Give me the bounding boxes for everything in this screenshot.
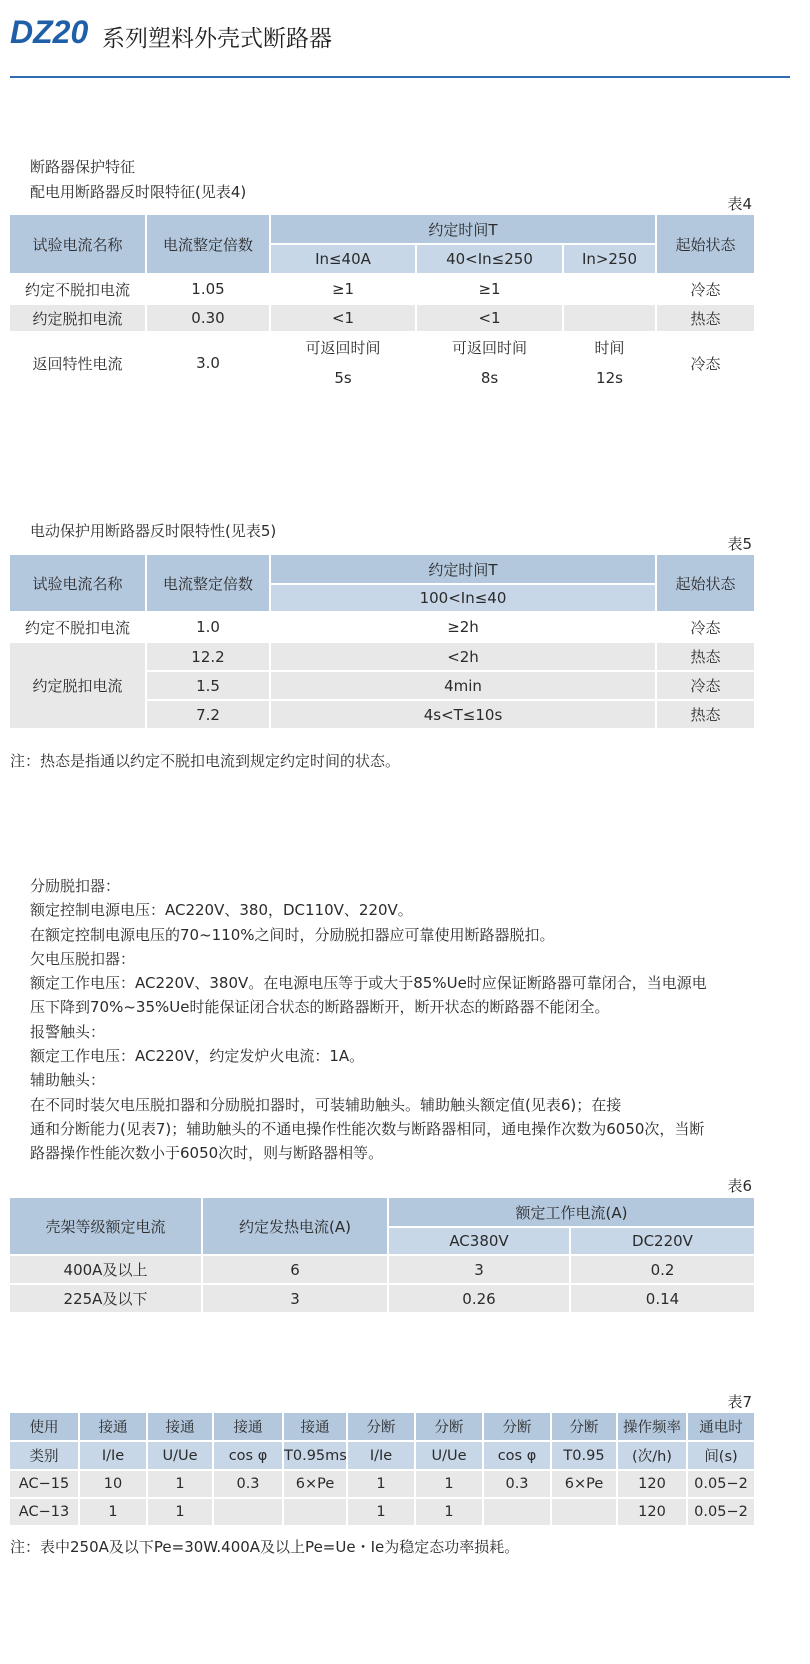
table-cell: ≥1 xyxy=(416,274,563,304)
table-cell: 0.3 xyxy=(213,1470,283,1498)
table-cell: 6 xyxy=(202,1255,388,1284)
paragraph-line: 分励脱扣器： xyxy=(30,877,121,895)
paragraph-line: 欠电压脱扣器： xyxy=(30,949,136,968)
table7-header: 分断 xyxy=(415,1412,483,1441)
table6-label: 表6 xyxy=(727,1177,752,1195)
table-cell: 冷态 xyxy=(656,274,755,304)
table-cell: 120 xyxy=(617,1498,687,1526)
paragraph-line: 额定控制电源电压：AC220V、380，DC110V、220V。 xyxy=(30,901,413,920)
paragraph-line: 报警触头： xyxy=(30,1022,106,1041)
paragraph-line: 辅助触头： xyxy=(30,1071,106,1090)
paragraph-line: 额定工作电压：AC220V、380V。在电源电压等于或大于85%Ue时应保证断路器可靠闭合，当电源电 xyxy=(30,974,707,993)
table6-header-current: 额定工作电流(A) xyxy=(388,1197,755,1227)
table7 xyxy=(8,1411,756,1527)
table5-header-time: 约定时间T xyxy=(270,554,656,584)
table-row xyxy=(9,642,755,671)
table7-header: 间(s) xyxy=(687,1441,755,1470)
table-cell: <2h xyxy=(270,642,656,671)
table4-header-mult: 电流整定倍数 xyxy=(146,214,270,274)
table-cell: 约定脱扣电流 xyxy=(9,642,146,729)
table-cell: 10 xyxy=(79,1470,147,1498)
table7-header: (次/h) xyxy=(617,1441,687,1470)
table-cell: 4s<T≤10s xyxy=(270,700,656,729)
table-cell: 1 xyxy=(79,1498,147,1526)
table-cell: 6×Pe xyxy=(283,1470,347,1498)
table-cell: 约定脱扣电流 xyxy=(9,304,146,332)
table7-header: T0.95ms xyxy=(283,1441,347,1470)
table4-header-name: 试验电流名称 xyxy=(9,214,146,274)
table-row xyxy=(9,332,755,394)
table-row xyxy=(9,1284,755,1313)
table-cell: 1 xyxy=(415,1470,483,1498)
table4-header-time: 约定时间T xyxy=(270,214,656,244)
table-cell: 12.2 xyxy=(146,642,270,671)
table5-header-mult: 电流整定倍数 xyxy=(146,554,270,612)
table-cell: 返回特性电流 xyxy=(9,332,146,394)
table-cell: 1 xyxy=(347,1498,415,1526)
table-cell: 3 xyxy=(202,1284,388,1313)
table7-header: cos φ xyxy=(483,1441,551,1470)
table-cell xyxy=(283,1498,347,1526)
table-row xyxy=(9,612,755,642)
table-cell: 1.0 xyxy=(146,612,270,642)
table-row xyxy=(9,274,755,304)
table-cell: 0.05−2 xyxy=(687,1470,755,1498)
table7-header: 使用 xyxy=(9,1412,79,1441)
table-cell xyxy=(483,1498,551,1526)
table-cell: 0.2 xyxy=(570,1255,755,1284)
paragraph-line: 在不同时装欠电压脱扣器和分励脱扣器时，可装辅助触头。辅助触头额定值(见表6)；在接 xyxy=(30,1095,622,1114)
table4-subheader: In≤40A xyxy=(270,244,416,274)
table-cell: 可返回时间 8s xyxy=(416,332,563,394)
table6 xyxy=(8,1196,756,1314)
table-cell: 1 xyxy=(415,1498,483,1526)
table6-subheader: AC380V xyxy=(388,1227,570,1255)
table-cell: 热态 xyxy=(656,642,755,671)
table-cell: 120 xyxy=(617,1470,687,1498)
table-cell: 约定不脱扣电流 xyxy=(9,612,146,642)
paragraph-line: 在额定控制电源电压的70~110%之间时，分励脱扣器应可靠使用断路器脱扣。 xyxy=(30,925,555,944)
table-cell: 1.05 xyxy=(146,274,270,304)
table5-note: 注：热态是指通以约定不脱扣电流到规定约定时间的状态。 xyxy=(10,752,401,770)
table-cell: 时间 12s xyxy=(563,332,656,394)
table-cell: <1 xyxy=(416,304,563,332)
table-cell: 3.0 xyxy=(146,332,270,394)
table-cell: 热态 xyxy=(656,304,755,332)
table-cell: 1.5 xyxy=(146,671,270,700)
table6-header-frame: 壳架等级额定电流 xyxy=(9,1197,202,1255)
table-cell: 6×Pe xyxy=(551,1470,617,1498)
table5-header-state: 起始状态 xyxy=(656,554,755,612)
table7-header: 接通 xyxy=(283,1412,347,1441)
table-cell: 0.14 xyxy=(570,1284,755,1313)
table7-header: cos φ xyxy=(213,1441,283,1470)
body-text xyxy=(30,874,770,1166)
table7-header: 通电时 xyxy=(687,1412,755,1441)
paragraph-line: 通和分断能力(见表7)；辅助触头的不通电操作性能次数与断路器相同，通电操作次数为6050次，当断 xyxy=(30,1119,705,1138)
table-cell: 0.30 xyxy=(146,304,270,332)
table7-header: 接通 xyxy=(213,1412,283,1441)
table5-subheader: 100<In≤40 xyxy=(270,584,656,612)
table6-header-heat: 约定发热电流(A) xyxy=(202,1197,388,1255)
table7-header: 分断 xyxy=(347,1412,415,1441)
paragraph-line: 压下降到70%~35%Ue时能保证闭合状态的断路器断开，断开状态的断路器不能闭全。 xyxy=(30,998,610,1017)
table4 xyxy=(8,213,756,395)
table-cell: ≥2h xyxy=(270,612,656,642)
table-row xyxy=(9,1255,755,1284)
table4-subheader: In>250 xyxy=(563,244,656,274)
table-row xyxy=(9,1470,755,1498)
table-row xyxy=(9,1498,755,1526)
table-cell: 0.05−2 xyxy=(687,1498,755,1526)
series-code: DZ20 xyxy=(10,14,89,50)
table6-subheader: DC220V xyxy=(570,1227,755,1255)
table-cell: 1 xyxy=(347,1470,415,1498)
table-cell: 1 xyxy=(147,1470,213,1498)
table-cell xyxy=(551,1498,617,1526)
table4-subheader: 40<In≤250 xyxy=(416,244,563,274)
table-cell: 冷态 xyxy=(656,332,755,394)
table7-label: 表7 xyxy=(727,1393,752,1411)
table7-header: 分断 xyxy=(483,1412,551,1441)
table7-header: I/Ie xyxy=(347,1441,415,1470)
table5 xyxy=(8,553,756,730)
table7-note: 注：表中250A及以下Pe=30W.400A及以上Pe=Ue・Ie为稳定态功率损耗。 xyxy=(10,1538,520,1556)
table-cell xyxy=(213,1498,283,1526)
table7-header: U/Ue xyxy=(415,1441,483,1470)
table-cell xyxy=(563,304,656,332)
table-cell: AC−13 xyxy=(9,1498,79,1526)
table7-header: 分断 xyxy=(551,1412,617,1441)
table4-label: 表4 xyxy=(727,195,752,213)
page-header xyxy=(10,10,790,78)
section-subheading: 配电用断路器反时限特征(见表4) xyxy=(30,183,247,201)
table-cell xyxy=(563,274,656,304)
table-cell: 0.3 xyxy=(483,1470,551,1498)
table-cell: 可返回时间 5s xyxy=(270,332,416,394)
table5-header-name: 试验电流名称 xyxy=(9,554,146,612)
table-cell: 热态 xyxy=(656,700,755,729)
table-cell: 1 xyxy=(147,1498,213,1526)
section-heading: 断路器保护特征 xyxy=(30,158,136,176)
table-cell: 0.26 xyxy=(388,1284,570,1313)
table7-header: 接通 xyxy=(79,1412,147,1441)
table-cell: ≥1 xyxy=(270,274,416,304)
section-heading: 电动保护用断路器反时限特性(见表5) xyxy=(30,522,277,540)
table-cell: 225A及以下 xyxy=(9,1284,202,1313)
table-cell: <1 xyxy=(270,304,416,332)
table-cell: 冷态 xyxy=(656,671,755,700)
table-cell: 3 xyxy=(388,1255,570,1284)
table-cell: 7.2 xyxy=(146,700,270,729)
table7-header: T0.95 xyxy=(551,1441,617,1470)
table7-header: 操作频率 xyxy=(617,1412,687,1441)
table4-header-state: 起始状态 xyxy=(656,214,755,274)
paragraph-line: 路器操作性能次数小于6050次时，则与断路器相等。 xyxy=(30,1144,384,1163)
table-row xyxy=(9,304,755,332)
table7-header: I/Ie xyxy=(79,1441,147,1470)
page-title: 系列塑料外壳式断路器 xyxy=(102,26,332,52)
table-cell: 400A及以上 xyxy=(9,1255,202,1284)
table-cell: 冷态 xyxy=(656,612,755,642)
table-cell: 4min xyxy=(270,671,656,700)
table7-header: U/Ue xyxy=(147,1441,213,1470)
table7-header: 类别 xyxy=(9,1441,79,1470)
table-cell: AC−15 xyxy=(9,1470,79,1498)
table5-label: 表5 xyxy=(727,535,752,553)
table7-header: 接通 xyxy=(147,1412,213,1441)
paragraph-line: 额定工作电压：AC220V，约定发炉火电流：1A。 xyxy=(30,1047,365,1066)
table-cell: 约定不脱扣电流 xyxy=(9,274,146,304)
